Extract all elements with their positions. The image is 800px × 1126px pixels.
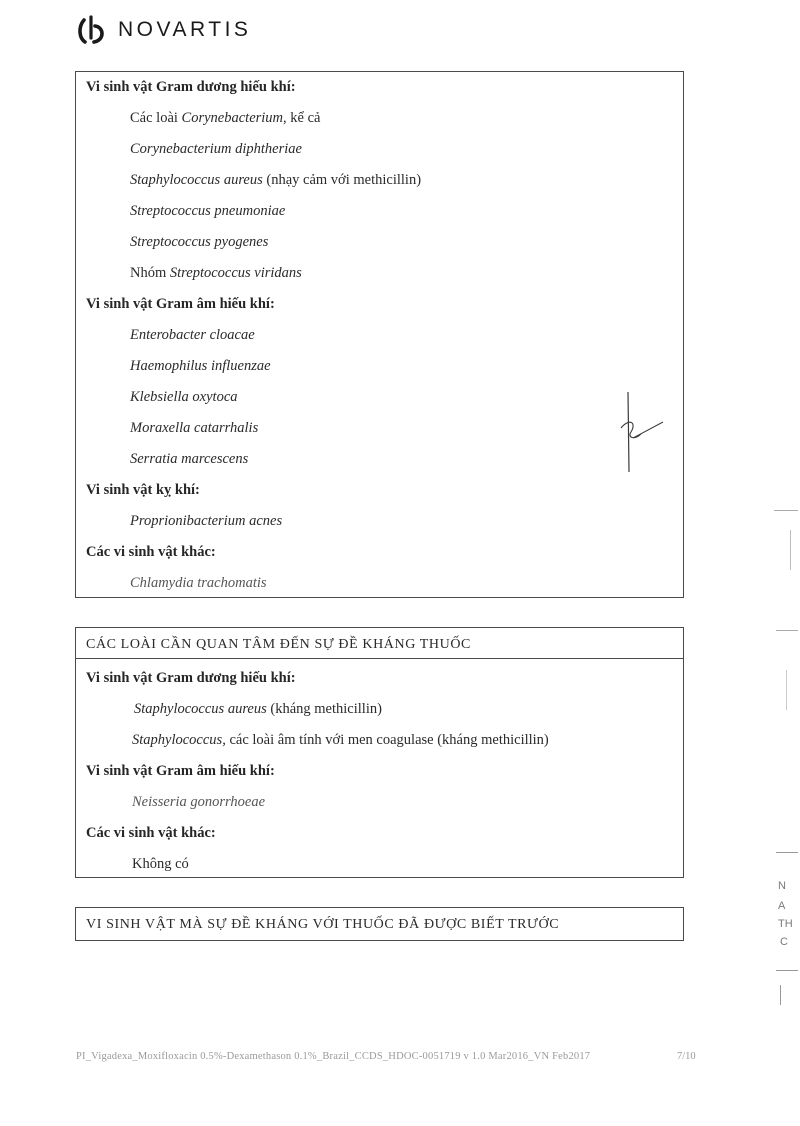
section-heading: Vi sinh vật Gram âm hiếu khí: <box>86 763 275 779</box>
brand-name: NOVARTIS <box>118 18 252 41</box>
scan-edge-artifacts <box>764 500 800 1020</box>
section-heading: Vi sinh vật Gram dương hiếu khí: <box>86 670 296 686</box>
signature-icon <box>615 388 665 478</box>
known-resistance-box <box>75 907 684 941</box>
box-title: VI SINH VẬT MÀ SỰ ĐỀ KHÁNG VỚI THUỐC ĐÃ ĐƯỢC BIẾT TRƯỚC <box>86 917 560 932</box>
list-item: Không có <box>132 856 189 872</box>
list-item: Chlamydia trachomatis <box>130 575 267 591</box>
section-heading: Vi sinh vật Gram âm hiếu khí: <box>86 296 275 312</box>
list-item: Staphylococcus, các loài âm tính với men coagulase (kháng methicillin) <box>132 732 549 748</box>
section-heading: Các vi sinh vật khác: <box>86 825 216 841</box>
list-item: Nhóm Streptococcus viridans <box>130 265 302 281</box>
list-item: Moraxella catarrhalis <box>130 420 259 436</box>
list-item: Corynebacterium diphtheriae <box>130 141 302 157</box>
list-item: Enterobacter cloacae <box>130 327 255 343</box>
page-number: 7/10 <box>677 1051 696 1062</box>
list-item: Streptococcus pneumoniae <box>130 203 286 219</box>
footer-document-id: PI_Vigadexa_Moxifloxacin 0.5%-Dexamethason 0.1%_Brazil_CCDS_HDOC-0051719 v 1.0 Mar2016_VN Feb2017 <box>76 1051 591 1062</box>
section-heading: Vi sinh vật kỵ khí: <box>86 482 200 498</box>
edge-letter: N <box>778 880 786 892</box>
edge-letter: C <box>780 936 788 948</box>
resistance-concern-box <box>75 627 684 878</box>
edge-letter: A <box>778 900 786 912</box>
list-item: Các loài Corynebacterium, kể cả <box>130 110 321 126</box>
organism-list-box <box>75 71 684 598</box>
edge-letter: TH <box>778 918 793 930</box>
list-item: Klebsiella oxytoca <box>130 389 238 405</box>
section-heading: Vi sinh vật Gram dương hiếu khí: <box>86 79 296 95</box>
list-item: Haemophilus influenzae <box>130 358 271 374</box>
list-item: Serratia marcescens <box>130 451 249 467</box>
list-item: Staphylococcus aureus (kháng methicillin) <box>134 701 382 717</box>
list-item: Neisseria gonorrhoeae <box>132 794 266 810</box>
list-item: Staphylococcus aureus (nhạy cảm với methicillin) <box>130 172 422 188</box>
novartis-logo-icon <box>76 14 108 46</box>
list-item: Proprionibacterium acnes <box>130 513 283 529</box>
section-heading: Các vi sinh vật khác: <box>86 544 216 560</box>
box-title: CÁC LOÀI CẦN QUAN TÂM ĐẾN SỰ ĐỀ KHÁNG THUỐC <box>86 637 471 652</box>
header <box>76 14 251 46</box>
list-item: Streptococcus pyogenes <box>130 234 269 250</box>
box-title-row <box>76 628 683 659</box>
